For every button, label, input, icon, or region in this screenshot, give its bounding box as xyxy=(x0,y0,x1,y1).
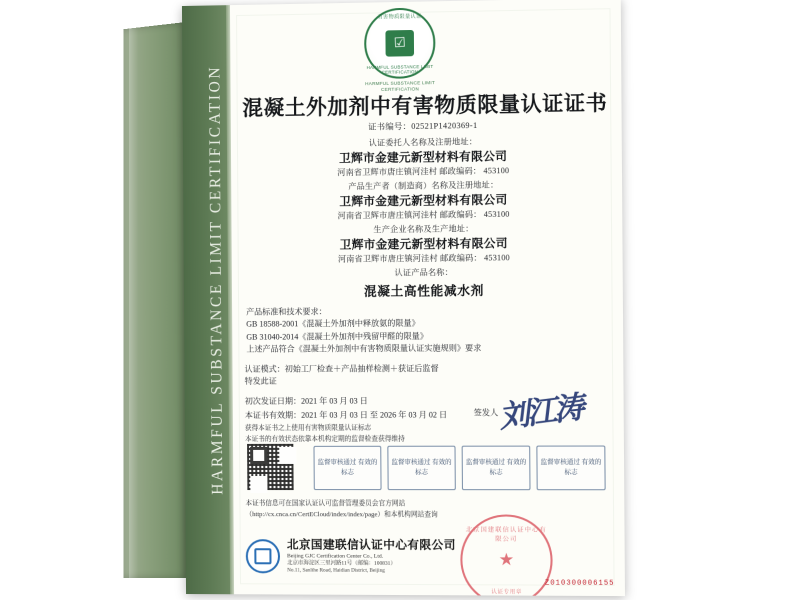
supervision-stamp: 监督审核通过 有效的标志 xyxy=(313,446,381,490)
issuer-name-en: Beijing GJC Certification Center Co., Ltd. xyxy=(287,553,384,560)
checkmark-icon: ☑ xyxy=(393,34,406,50)
special-note: 特发此证 xyxy=(244,376,277,387)
serial-number: Z010300006155 xyxy=(544,579,615,588)
certificate-number-value: 02521P1420369-1 xyxy=(411,120,478,131)
seal-top-text: 北京国建联信认证中心有限公司 xyxy=(465,526,547,543)
spec-item: GB 18588-2001《混凝土外加剂中释放氨的限量》 xyxy=(246,318,420,330)
certificate-sheet-wrapper xyxy=(182,0,625,596)
validity-value: 2021 年 03 月 03 日 至 2026 年 03 月 02 日 xyxy=(301,410,448,420)
note-line: 获得本证书之上使用有害物质限量认证标志 xyxy=(244,424,372,432)
applicant-label: 认证委托人名称及注册地址： xyxy=(368,137,478,148)
vertical-english-title: HARMFUL SUBSTANCE LIMIT CERTIFICATION xyxy=(206,64,227,495)
page-title: 混凝土外加剂中有害物质限量认证证书 xyxy=(242,92,608,121)
notes-bottom xyxy=(245,498,607,521)
note-line: 本证书信息可在国家认证认可监督管理委员会官方网站 xyxy=(245,500,406,508)
manufacturer-name: 卫辉市金建元新型材料有限公司 xyxy=(339,194,508,209)
issuer-text-block xyxy=(287,538,456,574)
issuer-footer xyxy=(246,538,611,575)
seal-bottom-text: 认证专用章 xyxy=(491,589,523,596)
issuer-name-cn: 北京国建联信认证中心有限公司 xyxy=(286,539,456,552)
product-name: 混凝土高性能减水剂 xyxy=(363,283,485,299)
handwritten-signature: 刘江涛 xyxy=(496,391,584,435)
applicant-section xyxy=(243,134,606,179)
issuer-address-en: No.11, Sanlihe Road, Haidian District, Beijing xyxy=(287,567,385,574)
issuer-logo-icon xyxy=(246,539,280,573)
emblem-bottom-text: HARMFUL SUBSTANCE LIMIT CERTIFICATION xyxy=(366,63,434,75)
certificate-side-face xyxy=(123,22,186,578)
validity-label: 本证书有效期： xyxy=(244,410,302,420)
emblem-subtitle: HARMFUL SUBSTANCE LIMIT CERTIFICATION xyxy=(365,80,435,92)
issue-date-value: 2021 年 03 月 03 日 xyxy=(301,396,368,406)
factory-name: 卫辉市金建元新型材料有限公司 xyxy=(339,237,508,252)
qr-code[interactable] xyxy=(247,444,294,490)
issuer-address-cn: 北京市海淀区三里河路11号（邮编：100831） xyxy=(287,560,396,567)
side-face-highlight xyxy=(129,27,138,578)
supervision-stamp: 监督审核通过 有效的标志 xyxy=(462,446,531,491)
emblem-top-text: 有害物质限量认证 xyxy=(377,13,422,21)
spec-item: GB 31040-2014《混凝土外加剂中残留甲醛的限量》 xyxy=(246,331,429,342)
product-label: 认证产品名称： xyxy=(394,267,453,278)
supervision-stamp-row xyxy=(313,446,605,491)
note-line: 本证书的有效状态依靠本机构定期的监督检查获得维持 xyxy=(245,435,405,443)
factory-label: 生产企业名称及生产地址： xyxy=(373,224,474,235)
supervision-stamp: 监督审核通过 有效的标志 xyxy=(536,446,605,491)
specifications-block xyxy=(244,304,607,356)
supervision-stamp: 监督审核通过 有效的标志 xyxy=(387,446,455,490)
mode-label: 认证模式： xyxy=(244,364,285,374)
note-line: （http://cx.cnca.cn/CertECloud/index/index/page）和本机构网站查询 xyxy=(245,511,438,519)
applicant-name: 卫辉市金建元新型材料有限公司 xyxy=(339,150,508,166)
certificate-sheet xyxy=(182,0,625,596)
specs-label: 产品标准和技术要求： xyxy=(246,307,327,317)
factory-section xyxy=(244,222,607,266)
signature-label: 签发人 xyxy=(473,408,499,418)
factory-address: 河南省卫辉市唐庄镇河洼村 邮政编码： 453100 xyxy=(337,253,510,264)
conformance-statement: 上述产品符合《混凝土外加剂中有害物质限量认证实施规则》要求 xyxy=(246,343,482,354)
issue-date-label: 初次发证日期： xyxy=(244,396,302,406)
mode-value: 初始工厂检查＋产品抽样检测＋获证后监督 xyxy=(284,363,439,374)
notes-top xyxy=(245,423,607,446)
certification-emblem xyxy=(350,7,450,92)
applicant-address: 河南省卫辉市唐庄镇河洼村 邮政编码： 453100 xyxy=(337,166,510,178)
star-icon: ★ xyxy=(498,549,515,570)
emblem-ring xyxy=(364,7,436,79)
manufacturer-address: 河南省卫辉市唐庄镇河洼村 邮政编码： 453100 xyxy=(337,209,510,221)
manufacturer-label: 产品生产者（制造商）名称及注册地址： xyxy=(348,180,499,192)
manufacturer-section xyxy=(243,178,606,222)
certificate-number-label: 证书编号： xyxy=(368,121,412,132)
